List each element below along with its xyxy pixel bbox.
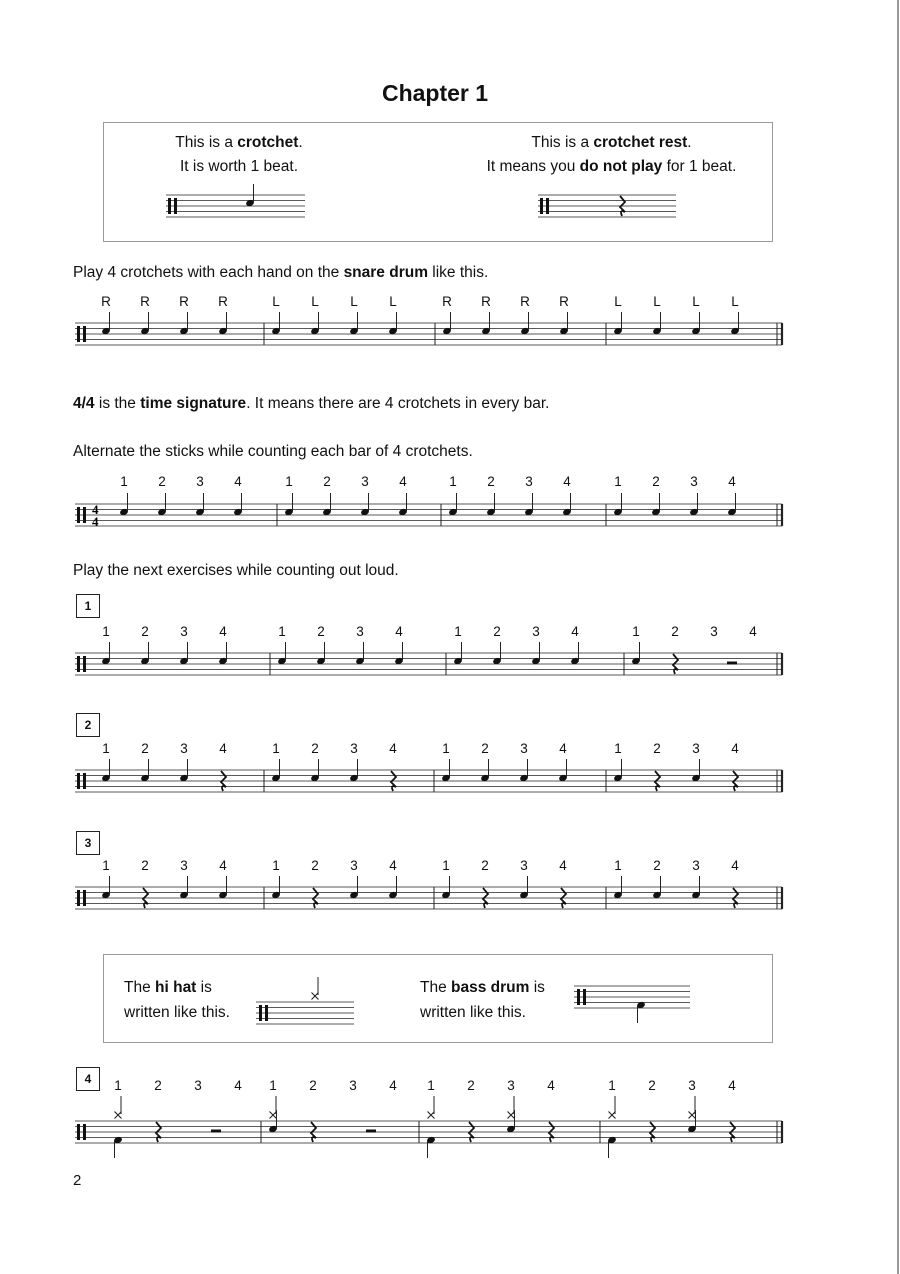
alternate-line-count-label: 1: [614, 474, 622, 489]
exercise-1-count-label: 4: [749, 624, 757, 639]
crotchet-example-clef: [168, 198, 171, 214]
bass-post: is: [529, 979, 545, 996]
exercise-3-count-label: 3: [180, 858, 188, 873]
exercise-2-count-label: 2: [481, 741, 489, 756]
snare-line-count-label: R: [481, 294, 491, 309]
alternate-line-count-label: 2: [652, 474, 660, 489]
exercise-3-clef: [83, 890, 86, 906]
bass-example-clef: [577, 989, 580, 1005]
snare-line-clef: [77, 326, 80, 342]
exercise-3-count-label: 1: [614, 858, 622, 873]
exercise-4-count-label: 4: [547, 1078, 555, 1093]
exercise-4-count-label: 2: [154, 1078, 162, 1093]
exercise-1-count-label: 3: [356, 624, 364, 639]
snare-line-count-label: L: [614, 294, 622, 309]
exercise-1-count-label: 1: [278, 624, 286, 639]
snare-line-count-label: L: [731, 294, 739, 309]
exercise-4-count-label: 2: [467, 1078, 475, 1093]
exercise-1-count-label: 2: [317, 624, 325, 639]
alternate-line-count-label: 3: [525, 474, 533, 489]
rest-line2-pre: It means you: [486, 158, 580, 175]
exercise-4-count-label: 4: [728, 1078, 736, 1093]
hihat-line2: written like this.: [124, 1004, 230, 1021]
crotchet-example-clef: [174, 198, 177, 214]
alternate-line-count-label: 3: [196, 474, 204, 489]
exercise-2-count-label: 1: [614, 741, 622, 756]
snare-line-count-label: L: [692, 294, 700, 309]
exercise-1-number: 1: [76, 594, 100, 618]
snare-line-count-label: L: [350, 294, 358, 309]
exercise-3-count-label: 2: [311, 858, 319, 873]
exercise-4-count-label: 4: [234, 1078, 242, 1093]
exercise-2-count-label: 1: [272, 741, 280, 756]
exercise-1-count-label: 4: [571, 624, 579, 639]
exercise-2-count-label: 4: [731, 741, 739, 756]
exercise-2-count-label: 4: [389, 741, 397, 756]
time-signature-top: 4: [92, 502, 99, 517]
bass-line2: written like this.: [420, 1004, 526, 1021]
exercise-1-count-label: 4: [395, 624, 403, 639]
hihat-example-clef: [265, 1005, 268, 1021]
counting-text: Play the next exercises while counting out loud.: [73, 562, 399, 579]
exercise-4-clef: [77, 1124, 80, 1140]
rest-post: .: [687, 134, 692, 151]
exercise-2-count-label: 2: [311, 741, 319, 756]
alternate-line-count-label: 3: [690, 474, 698, 489]
snare-line-clef: [83, 326, 86, 342]
exercise-3-count-label: 2: [653, 858, 661, 873]
exercise-4-count-label: 1: [269, 1078, 277, 1093]
exercise-3-count-label: 1: [102, 858, 110, 873]
alternate-line-count-label: 1: [120, 474, 128, 489]
exercise-4-count-label: 3: [349, 1078, 357, 1093]
alternate-line-clef: [77, 507, 80, 523]
ts-post: . It means there are 4 crotchets in every bar.: [246, 395, 550, 412]
alternate-line-count-label: 4: [234, 474, 242, 489]
rest-example-clef: [546, 198, 549, 214]
rest-line2-bold: do not play: [579, 158, 663, 175]
alternate-line-count-label: 4: [563, 474, 571, 489]
snare-pre: Play 4 crotchets with each hand on the: [73, 264, 344, 281]
crotchet-pre: This is a: [175, 134, 238, 151]
exercise-2-count-label: 2: [141, 741, 149, 756]
exercise-3-count-label: 1: [442, 858, 450, 873]
exercise-1-count-label: 3: [532, 624, 540, 639]
minim-rest: [211, 1130, 221, 1133]
exercise-3-count-label: 3: [350, 858, 358, 873]
alternate-line-count-label: 4: [728, 474, 736, 489]
bass-example-clef: [583, 989, 586, 1005]
exercise-4-count-label: 1: [608, 1078, 616, 1093]
hihat-post: is: [196, 979, 212, 996]
exercise-2-clef: [77, 773, 80, 789]
exercise-3-count-label: 2: [141, 858, 149, 873]
exercise-4-number: 4: [76, 1067, 100, 1091]
snare-line-count-label: L: [272, 294, 280, 309]
snare-line-count-label: R: [520, 294, 530, 309]
snare-line-count-label: R: [179, 294, 189, 309]
snare-post: like this.: [427, 264, 489, 281]
exercise-2-count-label: 4: [219, 741, 227, 756]
exercise-1-count-label: 4: [219, 624, 227, 639]
exercise-3-count-label: 1: [272, 858, 280, 873]
snare-line-count-label: R: [218, 294, 228, 309]
exercise-2-count-label: 3: [180, 741, 188, 756]
exercise-2-count-label: 1: [102, 741, 110, 756]
alternate-line-count-label: 2: [323, 474, 331, 489]
exercise-3-count-label: 4: [731, 858, 739, 873]
rest-example-clef: [540, 198, 543, 214]
exercise-4-clef: [83, 1124, 86, 1140]
hihat-term: hi hat: [155, 979, 197, 996]
bass-pre: The: [420, 979, 452, 996]
minim-rest: [727, 662, 737, 665]
exercise-3-count-label: 3: [692, 858, 700, 873]
exercise-4-count-label: 3: [507, 1078, 515, 1093]
hihat-example-clef: [259, 1005, 262, 1021]
minim-rest: [366, 1130, 376, 1133]
snare-term: snare drum: [343, 264, 428, 281]
alternate-line-count-label: 2: [158, 474, 166, 489]
crotchet-line2: It is worth 1 beat.: [179, 158, 299, 175]
snare-line-count-label: R: [559, 294, 569, 309]
ts-term: time signature: [140, 395, 247, 412]
exercise-2-clef: [83, 773, 86, 789]
ts-mid: is the: [94, 395, 141, 412]
snare-line-count-label: L: [389, 294, 397, 309]
snare-line-count-label: L: [653, 294, 661, 309]
exercise-3-clef: [77, 890, 80, 906]
exercise-2-count-label: 4: [559, 741, 567, 756]
exercise-4-count-label: 1: [114, 1078, 122, 1093]
exercise-4-count-label: 4: [389, 1078, 397, 1093]
exercise-1-count-label: 2: [493, 624, 501, 639]
exercise-4-count-label: 2: [309, 1078, 317, 1093]
snare-line-count-label: R: [140, 294, 150, 309]
exercise-2-count-label: 3: [350, 741, 358, 756]
exercise-3-count-label: 4: [559, 858, 567, 873]
exercise-1-count-label: 3: [710, 624, 718, 639]
chapter-title: Chapter 1: [381, 80, 489, 106]
rest-term: crotchet rest: [593, 134, 688, 151]
exercise-1-count-label: 1: [454, 624, 462, 639]
crotchet-term: crotchet: [237, 134, 299, 151]
exercise-2-number: 2: [76, 713, 100, 737]
snare-line-count-label: R: [442, 294, 452, 309]
exercise-3-count-label: 4: [389, 858, 397, 873]
alternate-line-clef: [83, 507, 86, 523]
exercise-1-clef: [77, 656, 80, 672]
exercise-1-count-label: 1: [102, 624, 110, 639]
exercise-4-count-label: 3: [194, 1078, 202, 1093]
alternate-text: Alternate the sticks while counting each bar of 4 crotchets.: [73, 443, 473, 460]
exercise-2-count-label: 1: [442, 741, 450, 756]
exercise-3-count-label: 2: [481, 858, 489, 873]
exercise-2-count-label: 3: [692, 741, 700, 756]
crotchet-post: .: [298, 134, 303, 151]
rest-pre: This is a: [531, 134, 594, 151]
alternate-line-count-label: 1: [285, 474, 293, 489]
exercise-1-count-label: 3: [180, 624, 188, 639]
snare-line-count-label: R: [101, 294, 111, 309]
snare-line-count-label: L: [311, 294, 319, 309]
alternate-line-count-label: 2: [487, 474, 495, 489]
exercise-4-count-label: 2: [648, 1078, 656, 1093]
exercise-2-count-label: 2: [653, 741, 661, 756]
alternate-line-count-label: 4: [399, 474, 407, 489]
alternate-line-count-label: 1: [449, 474, 457, 489]
exercise-3-count-label: 3: [520, 858, 528, 873]
exercise-2-count-label: 3: [520, 741, 528, 756]
time-signature-bottom: 4: [92, 514, 99, 529]
hihat-pre: The: [124, 979, 156, 996]
rest-line2-post: for 1 beat.: [662, 158, 737, 175]
exercise-1-count-label: 2: [141, 624, 149, 639]
exercise-4-count-label: 3: [688, 1078, 696, 1093]
alternate-line-count-label: 3: [361, 474, 369, 489]
exercise-4-count-label: 1: [427, 1078, 435, 1093]
exercise-1-count-label: 2: [671, 624, 679, 639]
exercise-1-clef: [83, 656, 86, 672]
exercise-1-count-label: 1: [632, 624, 640, 639]
exercise-3-count-label: 4: [219, 858, 227, 873]
bass-term: bass drum: [451, 979, 530, 996]
exercise-3-number: 3: [76, 831, 100, 855]
page-number: 2: [73, 1172, 82, 1189]
ts-value: 4/4: [73, 395, 95, 412]
